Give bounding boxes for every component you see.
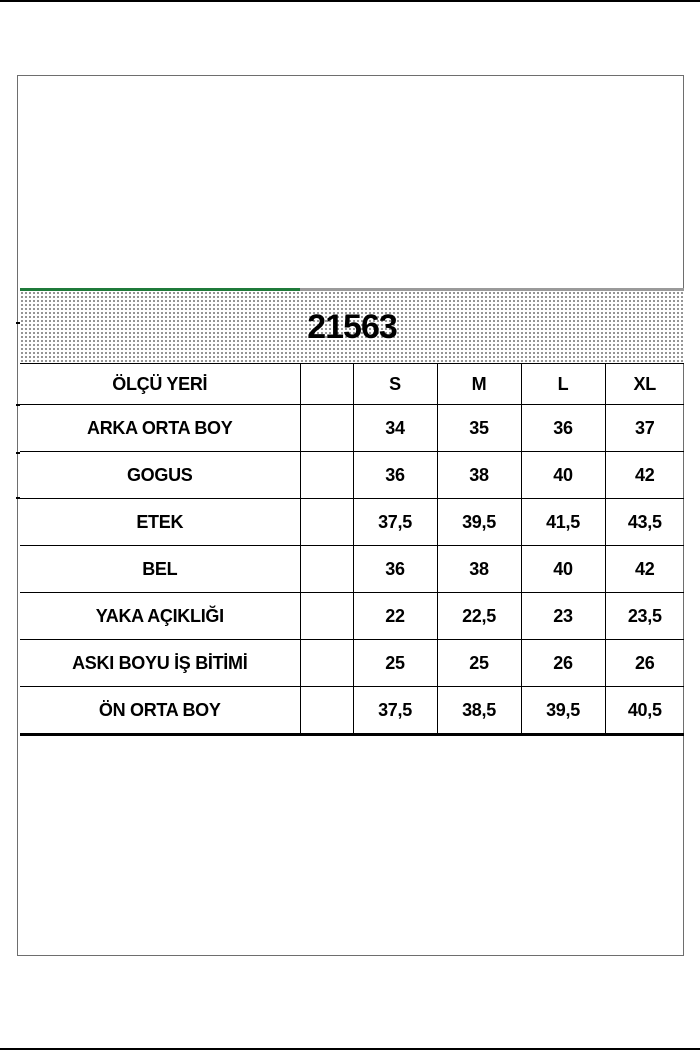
table-row [20,452,684,499]
value-l: 40 [521,452,605,499]
size-header-m: M [437,364,521,405]
value-l: 26 [521,640,605,687]
row-label: ÖN ORTA BOY [20,687,300,735]
measure-point-header: ÖLÇÜ YERİ [20,364,300,405]
row-label: YAKA AÇIKLIĞI [20,593,300,640]
table-row [20,687,684,735]
blank-cell [300,593,353,640]
value-l: 23 [521,593,605,640]
value-s: 36 [353,546,437,593]
title-row [20,291,684,364]
value-l: 40 [521,546,605,593]
value-l: 39,5 [521,687,605,735]
size-header-l: L [521,364,605,405]
value-m: 38 [437,546,521,593]
table-row [20,405,684,452]
size-header-xl: XL [605,364,684,405]
value-xl: 37 [605,405,684,452]
value-m: 39,5 [437,499,521,546]
value-xl: 40,5 [605,687,684,735]
blank-header [300,364,353,405]
header-row [20,364,684,405]
table-row [20,499,684,546]
value-m: 38 [437,452,521,499]
value-m: 25 [437,640,521,687]
value-s: 37,5 [353,687,437,735]
product-code-cell [20,291,684,364]
value-s: 22 [353,593,437,640]
size-header-s: S [353,364,437,405]
row-label: GOGUS [20,452,300,499]
value-s: 25 [353,640,437,687]
value-s: 36 [353,452,437,499]
value-m: 35 [437,405,521,452]
value-xl: 26 [605,640,684,687]
value-s: 37,5 [353,499,437,546]
value-m: 38,5 [437,687,521,735]
table-row [20,640,684,687]
row-label: BEL [20,546,300,593]
row-label: ASKI BOYU İŞ BİTİMİ [20,640,300,687]
row-label: ETEK [20,499,300,546]
value-xl: 43,5 [605,499,684,546]
value-xl: 42 [605,452,684,499]
product-code: 21563 [307,307,397,346]
value-l: 36 [521,405,605,452]
blank-cell [300,452,353,499]
blank-cell [300,499,353,546]
value-s: 34 [353,405,437,452]
blank-cell [300,640,353,687]
blank-cell [300,687,353,735]
size-chart-table [20,291,684,736]
blank-cell [300,405,353,452]
table-row [20,593,684,640]
table-row [20,546,684,593]
value-m: 22,5 [437,593,521,640]
value-l: 41,5 [521,499,605,546]
value-xl: 42 [605,546,684,593]
value-xl: 23,5 [605,593,684,640]
page-top-edge [0,0,700,2]
blank-cell [300,546,353,593]
row-label: ARKA ORTA BOY [20,405,300,452]
